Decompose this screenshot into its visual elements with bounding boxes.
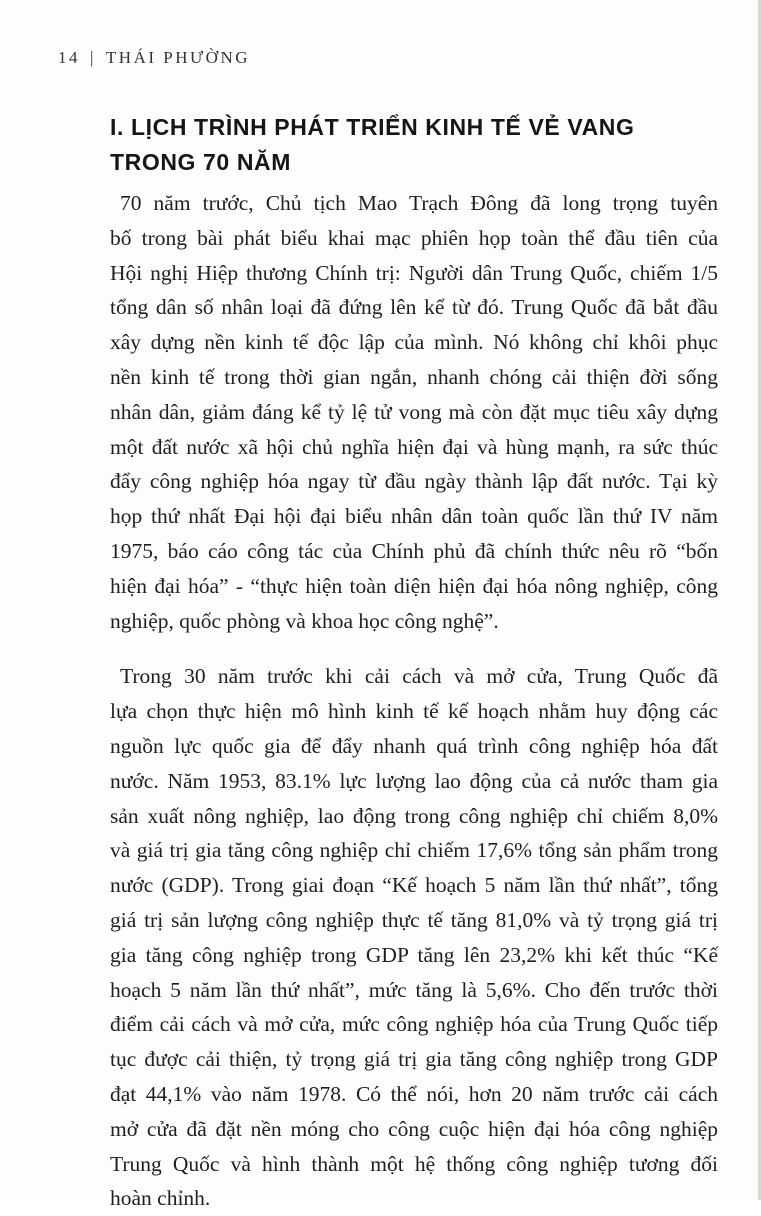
- running-header: [58, 48, 250, 68]
- text-line: nước. Năm 1953, 83.1% lực lượng lao động của cả nước tham gia: [110, 768, 718, 793]
- text-line: gia tăng công nghiệp trong GDP tăng lên 23,2% khi kết thúc “Kế: [110, 942, 718, 967]
- text-line: đẩy công nghiệp hóa ngay từ đầu ngày thành lập đất nước. Tại kỳ: [110, 469, 718, 494]
- text-line: Hội nghị Hiệp thương Chính trị: Người dân Trung Quốc, chiếm 1/5: [110, 260, 718, 285]
- text-line: Trung Quốc và hình thành một hệ thống công nghiệp tương đối: [110, 1151, 718, 1176]
- section-heading-line-2: TRONG 70 NĂM: [110, 149, 291, 175]
- text-line: nguồn lực quốc gia để đẩy nhanh quá trình công nghiệp hóa đất: [110, 733, 718, 758]
- body-text: [110, 186, 718, 1216]
- text-line: hiện đại hóa” - “thực hiện toàn diện hiện đại hóa nông nghiệp, công: [110, 573, 718, 598]
- text-line: điểm cải cách và mở cửa, mức công nghiệp hóa của Trung Quốc tiếp: [110, 1012, 718, 1037]
- paragraph-spacer: [110, 638, 718, 659]
- text-line: tổng dân số nhân loại đã đứng lên kể từ đó. Trung Quốc đã bắt đầu: [110, 295, 718, 320]
- text-line: nghiệp, quốc phòng và khoa học công nghệ”.: [110, 608, 499, 633]
- text-line: bố trong bài phát biểu khai mạc phiên họp toàn thể đầu tiên của: [110, 225, 718, 250]
- author-name: THÁI PHƯỜNG: [105, 48, 251, 67]
- text-line: hoàn chỉnh.: [110, 1186, 211, 1211]
- text-line: nước (GDP). Trong giai đoạn “Kế hoạch 5 năm lần thứ nhất”, tổng: [110, 873, 718, 898]
- text-line: mở cửa đã đặt nền móng cho công cuộc hiện đại hóa công nghiệp: [110, 1116, 718, 1141]
- text-line: sản xuất nông nghiệp, lao động trong công nghiệp chỉ chiếm 8,0%: [110, 803, 718, 828]
- section-heading: [110, 110, 670, 180]
- text-line: hoạch 5 năm lần thứ nhất”, mức tăng là 5,6%. Cho đến trước thời: [110, 977, 718, 1002]
- text-line: lựa chọn thực hiện mô hình kinh tế kế hoạch nhằm huy động các: [110, 699, 718, 724]
- header-separator: |: [90, 48, 96, 67]
- paragraph-2: [110, 659, 718, 1216]
- text-line: và giá trị gia tăng công nghiệp chỉ chiếm 17,6% tổng sản phẩm trong: [110, 838, 718, 863]
- text-line: nền kinh tế trong thời gian ngắn, nhanh chóng cải thiện đời sống: [110, 364, 718, 389]
- text-line: đạt 44,1% vào năm 1978. Có thể nói, hơn 20 năm trước cải cách: [110, 1081, 718, 1106]
- text-line: giá trị sản lượng công nghiệp thực tế tăng 81,0% và tỷ trọng giá trị: [110, 907, 718, 932]
- text-line: xây dựng nền kinh tế độc lập của mình. Nó không chỉ khôi phục: [110, 330, 718, 355]
- text-line: Trong 30 năm trước khi cải cách và mở cửa, Trung Quốc đã: [120, 664, 718, 689]
- text-line: một đất nước xã hội chủ nghĩa hiện đại và hùng mạnh, ra sức thúc: [110, 434, 718, 459]
- text-line: 1975, báo cáo công tác của Chính phủ đã chính thức nêu rõ “bốn: [110, 538, 718, 563]
- text-line: 70 năm trước, Chủ tịch Mao Trạch Đông đã long trọng tuyên: [120, 191, 718, 215]
- text-line: họp thứ nhất Đại hội đại biểu nhân dân toàn quốc lần thứ IV năm: [110, 504, 718, 529]
- section-heading-line-1: I. LỊCH TRÌNH PHÁT TRIỂN KINH TẾ VẺ VANG: [110, 114, 635, 140]
- page-number: 14: [58, 48, 80, 67]
- paragraph-1: [110, 186, 718, 638]
- text-line: nhân dân, giảm đáng kể tỷ lệ tử vong mà còn đặt mục tiêu xây dựng: [110, 399, 718, 424]
- text-line: tục được cải thiện, tỷ trọng giá trị gia tăng công nghiệp trong GDP: [110, 1047, 718, 1072]
